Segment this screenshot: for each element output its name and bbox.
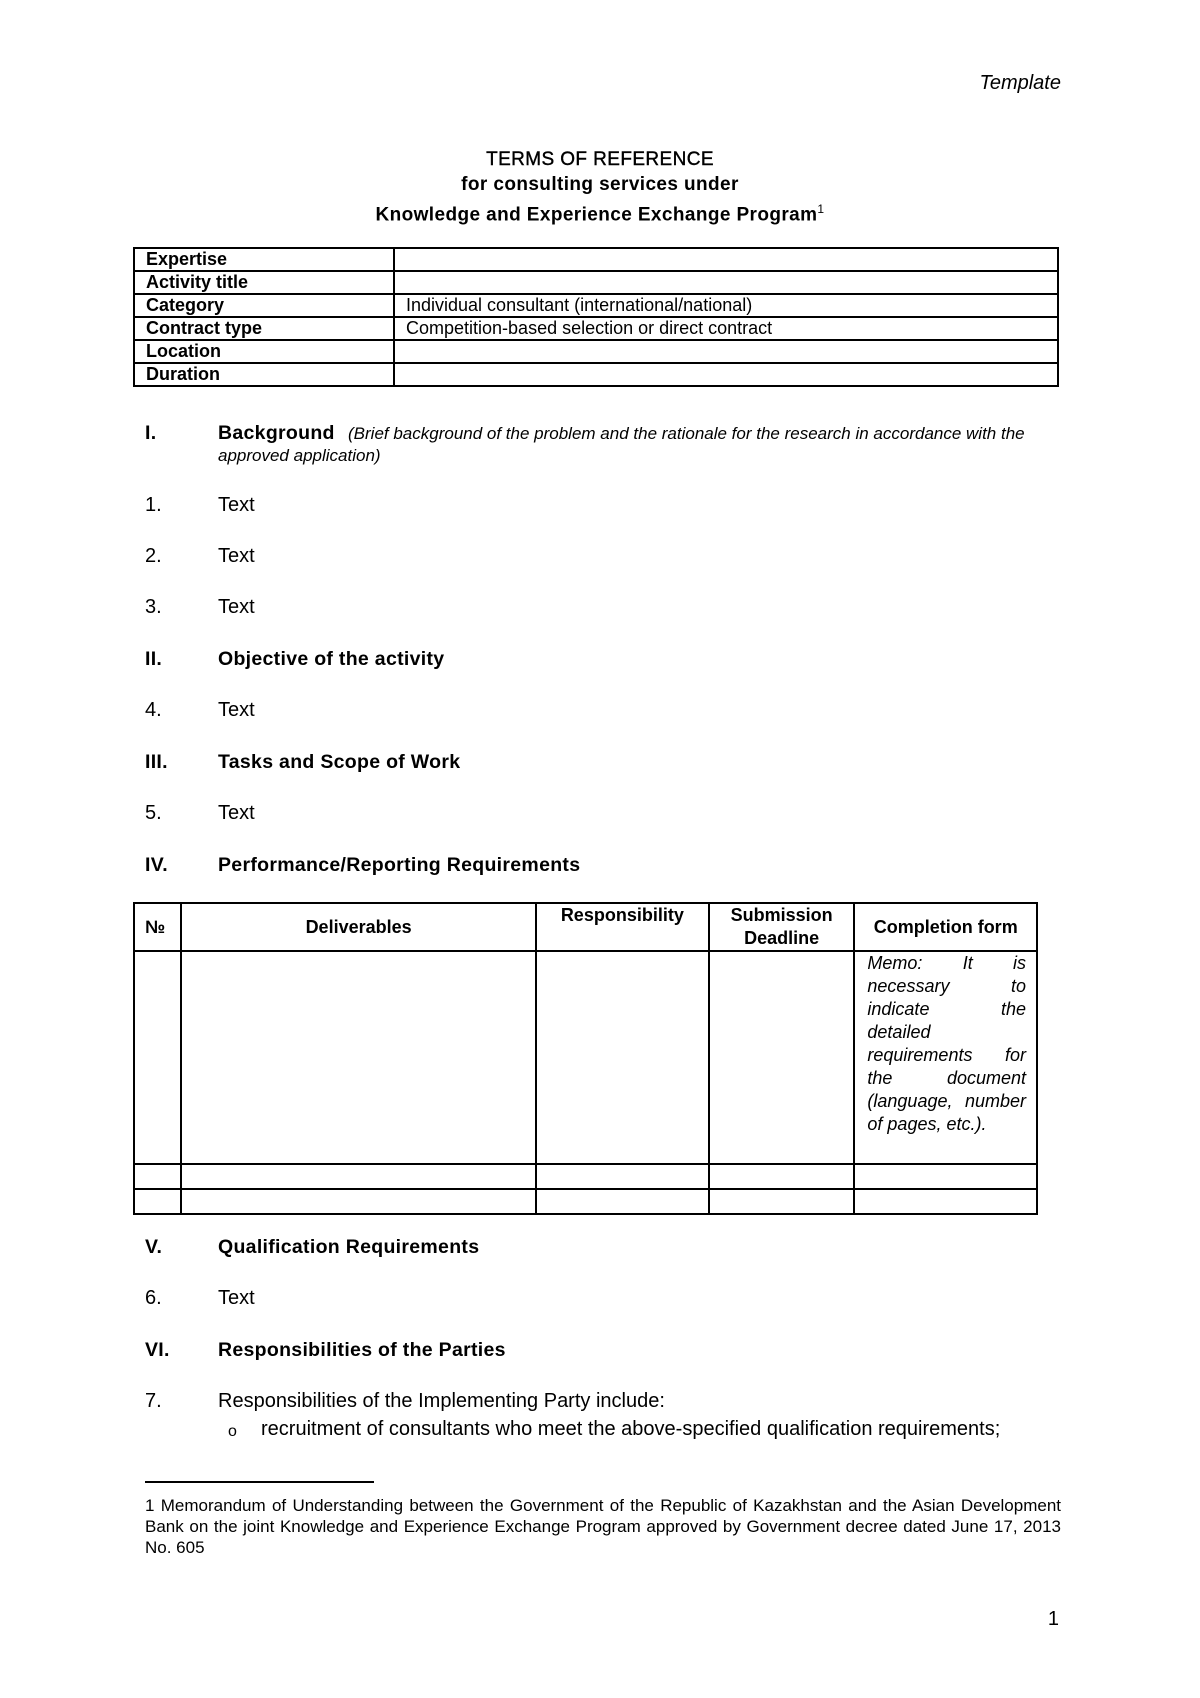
section-number: VI. (145, 1339, 170, 1361)
bullet-text: recruitment of consultants who meet the above-specified qualification requirements; (261, 1418, 1001, 1440)
table-row (134, 1189, 1037, 1214)
section-number: IV. (145, 854, 168, 876)
paragraph (145, 1287, 255, 1310)
paragraph-number: 4. (145, 699, 162, 721)
column-header-number: № (134, 903, 181, 951)
paragraph-text: Text (218, 494, 255, 516)
info-label: Contract type (134, 317, 394, 340)
info-value[interactable] (394, 248, 1058, 271)
info-row (134, 363, 1058, 386)
section-title: Tasks and Scope of Work (218, 751, 461, 773)
paragraph-number: 3. (145, 596, 162, 618)
section-heading-objective (145, 648, 444, 671)
paragraph-text: Text (218, 1287, 255, 1309)
info-row (134, 317, 1058, 340)
section-heading-qualification (145, 1236, 479, 1259)
table-cell[interactable] (181, 951, 535, 1164)
title-line-3 (0, 197, 1200, 227)
paragraph (145, 699, 255, 722)
section-title: Qualification Requirements (218, 1236, 480, 1258)
footnote: 1 Memorandum of Understanding between the Government of the Republic of Kazakhstan and the Asian Development Bank on the joint Knowledge and Experience Exchange Program approved by Government decree dated June 17, 2013 No. 605 (145, 1496, 1061, 1557)
section-title: Background (218, 422, 335, 444)
paragraph-text: Text (218, 596, 255, 618)
info-label: Location (134, 340, 394, 363)
section-title: Objective of the activity (218, 648, 445, 670)
footnote-reference: 1 (817, 202, 825, 216)
paragraph-text: Text (218, 802, 255, 824)
section-number: III. (145, 751, 168, 773)
title-line-1: TERMS OF REFERENCE (486, 149, 714, 170)
table-header-row (134, 903, 1037, 951)
section-number: V. (145, 1236, 163, 1258)
info-row (134, 271, 1058, 294)
template-label: Template (979, 72, 1061, 94)
paragraph (145, 802, 255, 825)
bullet-item (228, 1416, 1060, 1443)
info-value[interactable]: Individual consultant (international/national) (394, 294, 1058, 317)
paragraph-number: 7. (145, 1390, 162, 1412)
info-label: Activity title (134, 271, 394, 294)
paragraph-number: 1. (145, 494, 162, 516)
memo-note: Memo: It is necessary to indicate the detailed requirements for the document (language, number of pages, etc.). (867, 953, 1026, 1134)
info-table (133, 247, 1059, 387)
section-number: I. (145, 422, 157, 444)
paragraph-number: 6. (145, 1287, 162, 1309)
table-cell[interactable] (181, 1164, 535, 1189)
title-line-2: for consulting services under (461, 174, 739, 195)
info-row (134, 294, 1058, 317)
paragraph (145, 1390, 665, 1413)
info-row (134, 340, 1058, 363)
section-heading-responsibilities (145, 1339, 506, 1362)
page-number: 1 (1047, 1608, 1059, 1630)
deliverables-table (133, 902, 1038, 1215)
table-cell[interactable] (709, 1189, 854, 1214)
document-title (0, 147, 1200, 227)
info-value[interactable] (394, 340, 1058, 363)
paragraph-number: 2. (145, 545, 162, 567)
section-title: Performance/Reporting Requirements (218, 854, 581, 876)
table-cell[interactable] (854, 1164, 1037, 1189)
paragraph-text: Responsibilities of the Implementing Party include: (218, 1390, 665, 1412)
info-row (134, 248, 1058, 271)
table-cell[interactable] (134, 1189, 181, 1214)
bullet-circle-icon: o (228, 1423, 237, 1440)
column-header-completion-form: Completion form (854, 903, 1037, 951)
column-header-responsibility: Responsibility (536, 903, 709, 951)
section-heading-performance (145, 854, 580, 877)
table-row (134, 1164, 1037, 1189)
table-row (134, 951, 1037, 1164)
info-value[interactable] (394, 363, 1058, 386)
info-label: Expertise (134, 248, 394, 271)
table-cell[interactable] (536, 1164, 709, 1189)
section-title: Responsibilities of the Parties (218, 1339, 506, 1361)
table-cell[interactable] (536, 951, 709, 1164)
info-value[interactable]: Competition-based selection or direct contract (394, 317, 1058, 340)
column-header-submission-deadline: Submission Deadline (709, 903, 854, 951)
table-cell[interactable] (536, 1189, 709, 1214)
section-number: II. (145, 648, 163, 670)
info-label: Duration (134, 363, 394, 386)
footnote-separator (145, 1481, 374, 1483)
table-cell[interactable] (181, 1189, 535, 1214)
table-cell[interactable] (709, 1164, 854, 1189)
column-header-deliverables: Deliverables (181, 903, 535, 951)
background-note: (Brief background of the problem and the rationale for the research in accordance with the approved application) (218, 424, 1025, 465)
info-label: Category (134, 294, 394, 317)
paragraph (145, 494, 255, 517)
paragraph (145, 545, 255, 568)
title-line-3-text: Knowledge and Experience Exchange Program (375, 204, 818, 226)
table-cell[interactable] (854, 951, 1037, 1164)
paragraph-text: Text (218, 545, 255, 567)
table-cell[interactable] (709, 951, 854, 1164)
section-heading-tasks (145, 751, 460, 774)
table-cell[interactable] (134, 951, 181, 1164)
paragraph-text: Text (218, 699, 255, 721)
paragraph-number: 5. (145, 802, 162, 824)
paragraph (145, 596, 255, 619)
table-cell[interactable] (854, 1189, 1037, 1214)
info-value[interactable] (394, 271, 1058, 294)
table-cell[interactable] (134, 1164, 181, 1189)
